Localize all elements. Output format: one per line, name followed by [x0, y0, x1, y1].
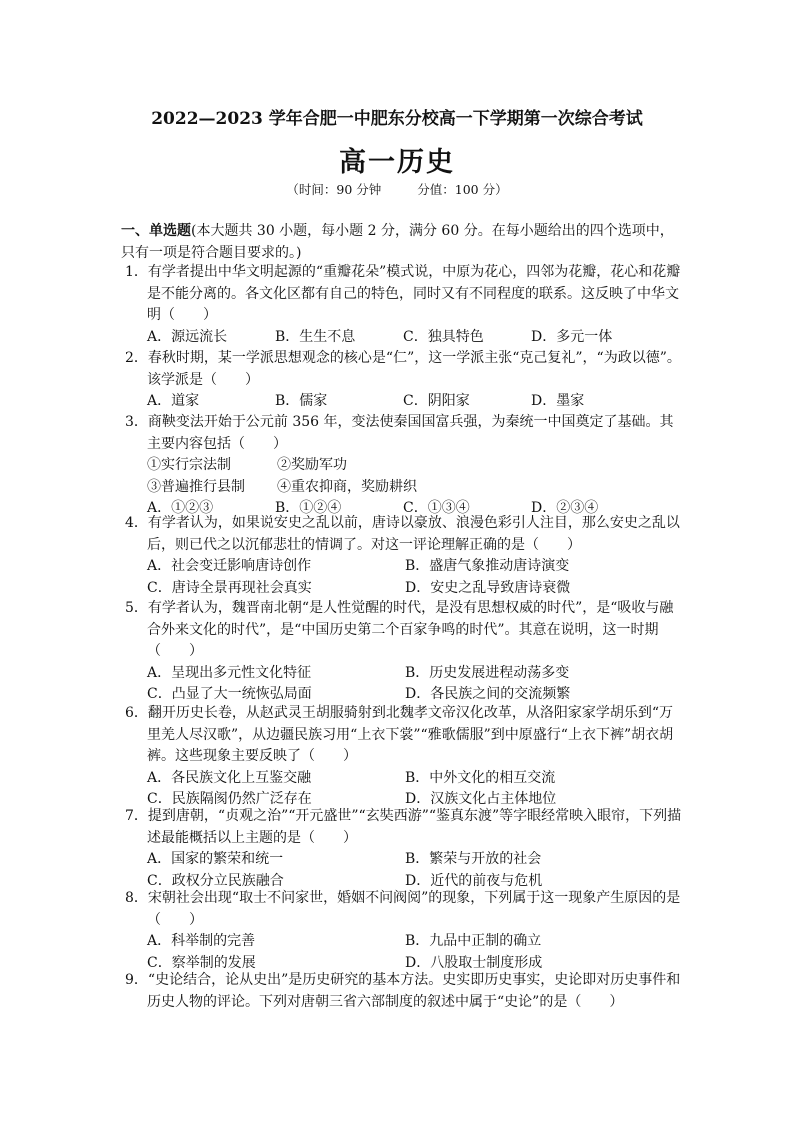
time-info: （时间：90 分钟: [286, 182, 382, 197]
question-stem: 5．有学者认为，魏晋南北朝“是人性觉醒的时代，是没有思想权威的时代”，是“吸收与融合外来文化的时代”，是“中国历史第二个百家争鸣的时代”。其意在说明，这一时期（ ）: [125, 600, 674, 659]
option-b[interactable]: B．中外文化的相互交流: [405, 769, 556, 786]
option-c[interactable]: C．独具特色: [403, 328, 484, 345]
options: [147, 391, 685, 413]
option-c[interactable]: C．阴阳家: [403, 393, 470, 409]
question-3: [125, 412, 685, 520]
statement-4: ④重农抑商，奖励耕织: [277, 478, 417, 495]
option-a[interactable]: A．道家: [147, 393, 200, 409]
question-9: [125, 970, 685, 1013]
question-stem: 8．宋朝社会出现“取士不问家世，婚姻不问阀阅”的现象，下列属于这一现象产生原因的是（ ）: [125, 890, 681, 928]
time-score-info: [0, 180, 794, 198]
question-stem: 6．翻开历史长卷，从赵武灵王胡服骑射到北魏孝文帝汉化改革，从洛阳家家学胡乐到“万里羌人尽汉歌”，从边疆民族习用“上衣下裳”“雅歌儒服”到中原盛行“上衣下裤”胡衣胡裤。这些现象主要反映了（ ）: [125, 705, 674, 764]
option-a[interactable]: A．各民族文化上互鉴交融: [147, 769, 312, 786]
statement-list: [147, 455, 685, 498]
option-b[interactable]: B．儒家: [275, 393, 328, 409]
options: [147, 931, 685, 974]
question-4: [125, 513, 685, 599]
option-d[interactable]: D．汉族文化占主体地位: [405, 791, 557, 807]
option-b[interactable]: B．盛唐气象推动唐诗演变: [405, 558, 570, 574]
option-b[interactable]: B．繁荣与开放的社会: [405, 851, 542, 867]
option-a[interactable]: A．国家的繁荣和统一: [147, 851, 284, 867]
options: [147, 556, 685, 599]
options: [147, 849, 685, 892]
statement-3: ③普遍推行县制: [147, 478, 245, 495]
option-b[interactable]: B．①②④: [275, 500, 342, 516]
section-instructions: [121, 220, 681, 264]
options: [147, 327, 685, 349]
question-6: [125, 703, 685, 811]
option-a[interactable]: A．科举制的完善: [147, 933, 256, 949]
question-1: [125, 262, 685, 348]
exam-title: 2022—2023 学年合肥一中肥东分校高一下学期第一次综合考试: [151, 109, 643, 129]
option-d[interactable]: D．安史之乱导致唐诗衰微: [405, 579, 571, 596]
question-7: [125, 806, 685, 892]
question-stem: 3．商鞅变法开始于公元前 356 年，变法使秦国国富兵强，为秦统一中国奠定了基础。其主要内容包括（ ）: [125, 414, 674, 452]
statement-2: ②奖励军功: [277, 457, 347, 473]
option-c[interactable]: C．察举制的发展: [147, 954, 256, 971]
option-c[interactable]: C．政权分立民族融合: [147, 872, 284, 889]
option-a[interactable]: A．呈现出多元性文化特征: [147, 664, 312, 681]
option-c[interactable]: C．民族隔阂仍然广泛存在: [147, 791, 312, 807]
subject-title: 高一历史: [339, 147, 455, 178]
option-c[interactable]: C．唐诗全景再现社会真实: [147, 579, 312, 596]
option-b[interactable]: B．九品中正制的确立: [405, 933, 542, 949]
option-d[interactable]: D．近代的前夜与危机: [405, 872, 543, 889]
question-stem: 2．春秋时期，某一学派思想观念的核心是“仁”，这一学派主张“克己复礼”，“为政以德”。该学派是（ ）: [125, 350, 681, 388]
statement-1: ①实行宗法制: [147, 457, 231, 473]
question-stem: 9．“史论结合，论从史出”是历史研究的基本方法。史实即历史事实，史论即对历史事件和历史人物的评论。下列对唐朝三省六部制度的叙述中属于“史论”的是（ ）: [125, 972, 681, 1010]
section-heading: 一、单选题: [121, 223, 191, 239]
option-d[interactable]: D．八股取士制度形成: [405, 954, 543, 971]
option-a[interactable]: A．社会变迁影响唐诗创作: [147, 558, 312, 574]
section-text: (本大题共 30 小题，每小题 2 分，满分 60 分。在每小题给出的四个选项中，只有一项是符合题目要求的。): [121, 223, 674, 261]
question-2: [125, 348, 685, 413]
question-stem: 4．有学者认为，如果说安史之乱以前，唐诗以豪放、浪漫色彩引人注目，那么安史之乱以后，则已代之以沉郁悲壮的情调了。对这一评论理解正确的是（ ）: [125, 515, 680, 553]
option-d[interactable]: D．各民族之间的交流频繁: [405, 686, 571, 702]
option-b[interactable]: B．生生不息: [275, 328, 356, 345]
option-d[interactable]: D．多元一体: [531, 328, 613, 345]
question-8: [125, 888, 685, 974]
options: [147, 768, 685, 811]
option-b[interactable]: B．历史发展进程动荡多变: [405, 664, 570, 681]
option-a[interactable]: A．①②③: [147, 500, 214, 516]
option-a[interactable]: A．源远流长: [147, 328, 228, 345]
option-d[interactable]: D．②③④: [531, 500, 599, 516]
option-d[interactable]: D．墨家: [531, 393, 585, 409]
question-stem: 1．有学者提出中华文明起源的“重瓣花朵”模式说，中原为花心，四邻为花瓣，花心和花瓣是不能分离的。各文化区都有自己的特色，同时又有不同程度的联系。这反映了中华文明（ ）: [125, 264, 681, 323]
question-5: [125, 598, 685, 706]
options: [147, 663, 685, 706]
option-c[interactable]: C．①③④: [403, 500, 470, 516]
question-stem: 7．提到唐朝，“贞观之治”“开元盛世”“玄奘西游”“鉴真东渡”等字眼经常映入眼帘，下列描述最能概括以上主题的是（ ）: [125, 808, 682, 846]
score-info: 分值：100 分）: [417, 182, 508, 197]
option-c[interactable]: C．凸显了大一统恢弘局面: [147, 686, 312, 702]
